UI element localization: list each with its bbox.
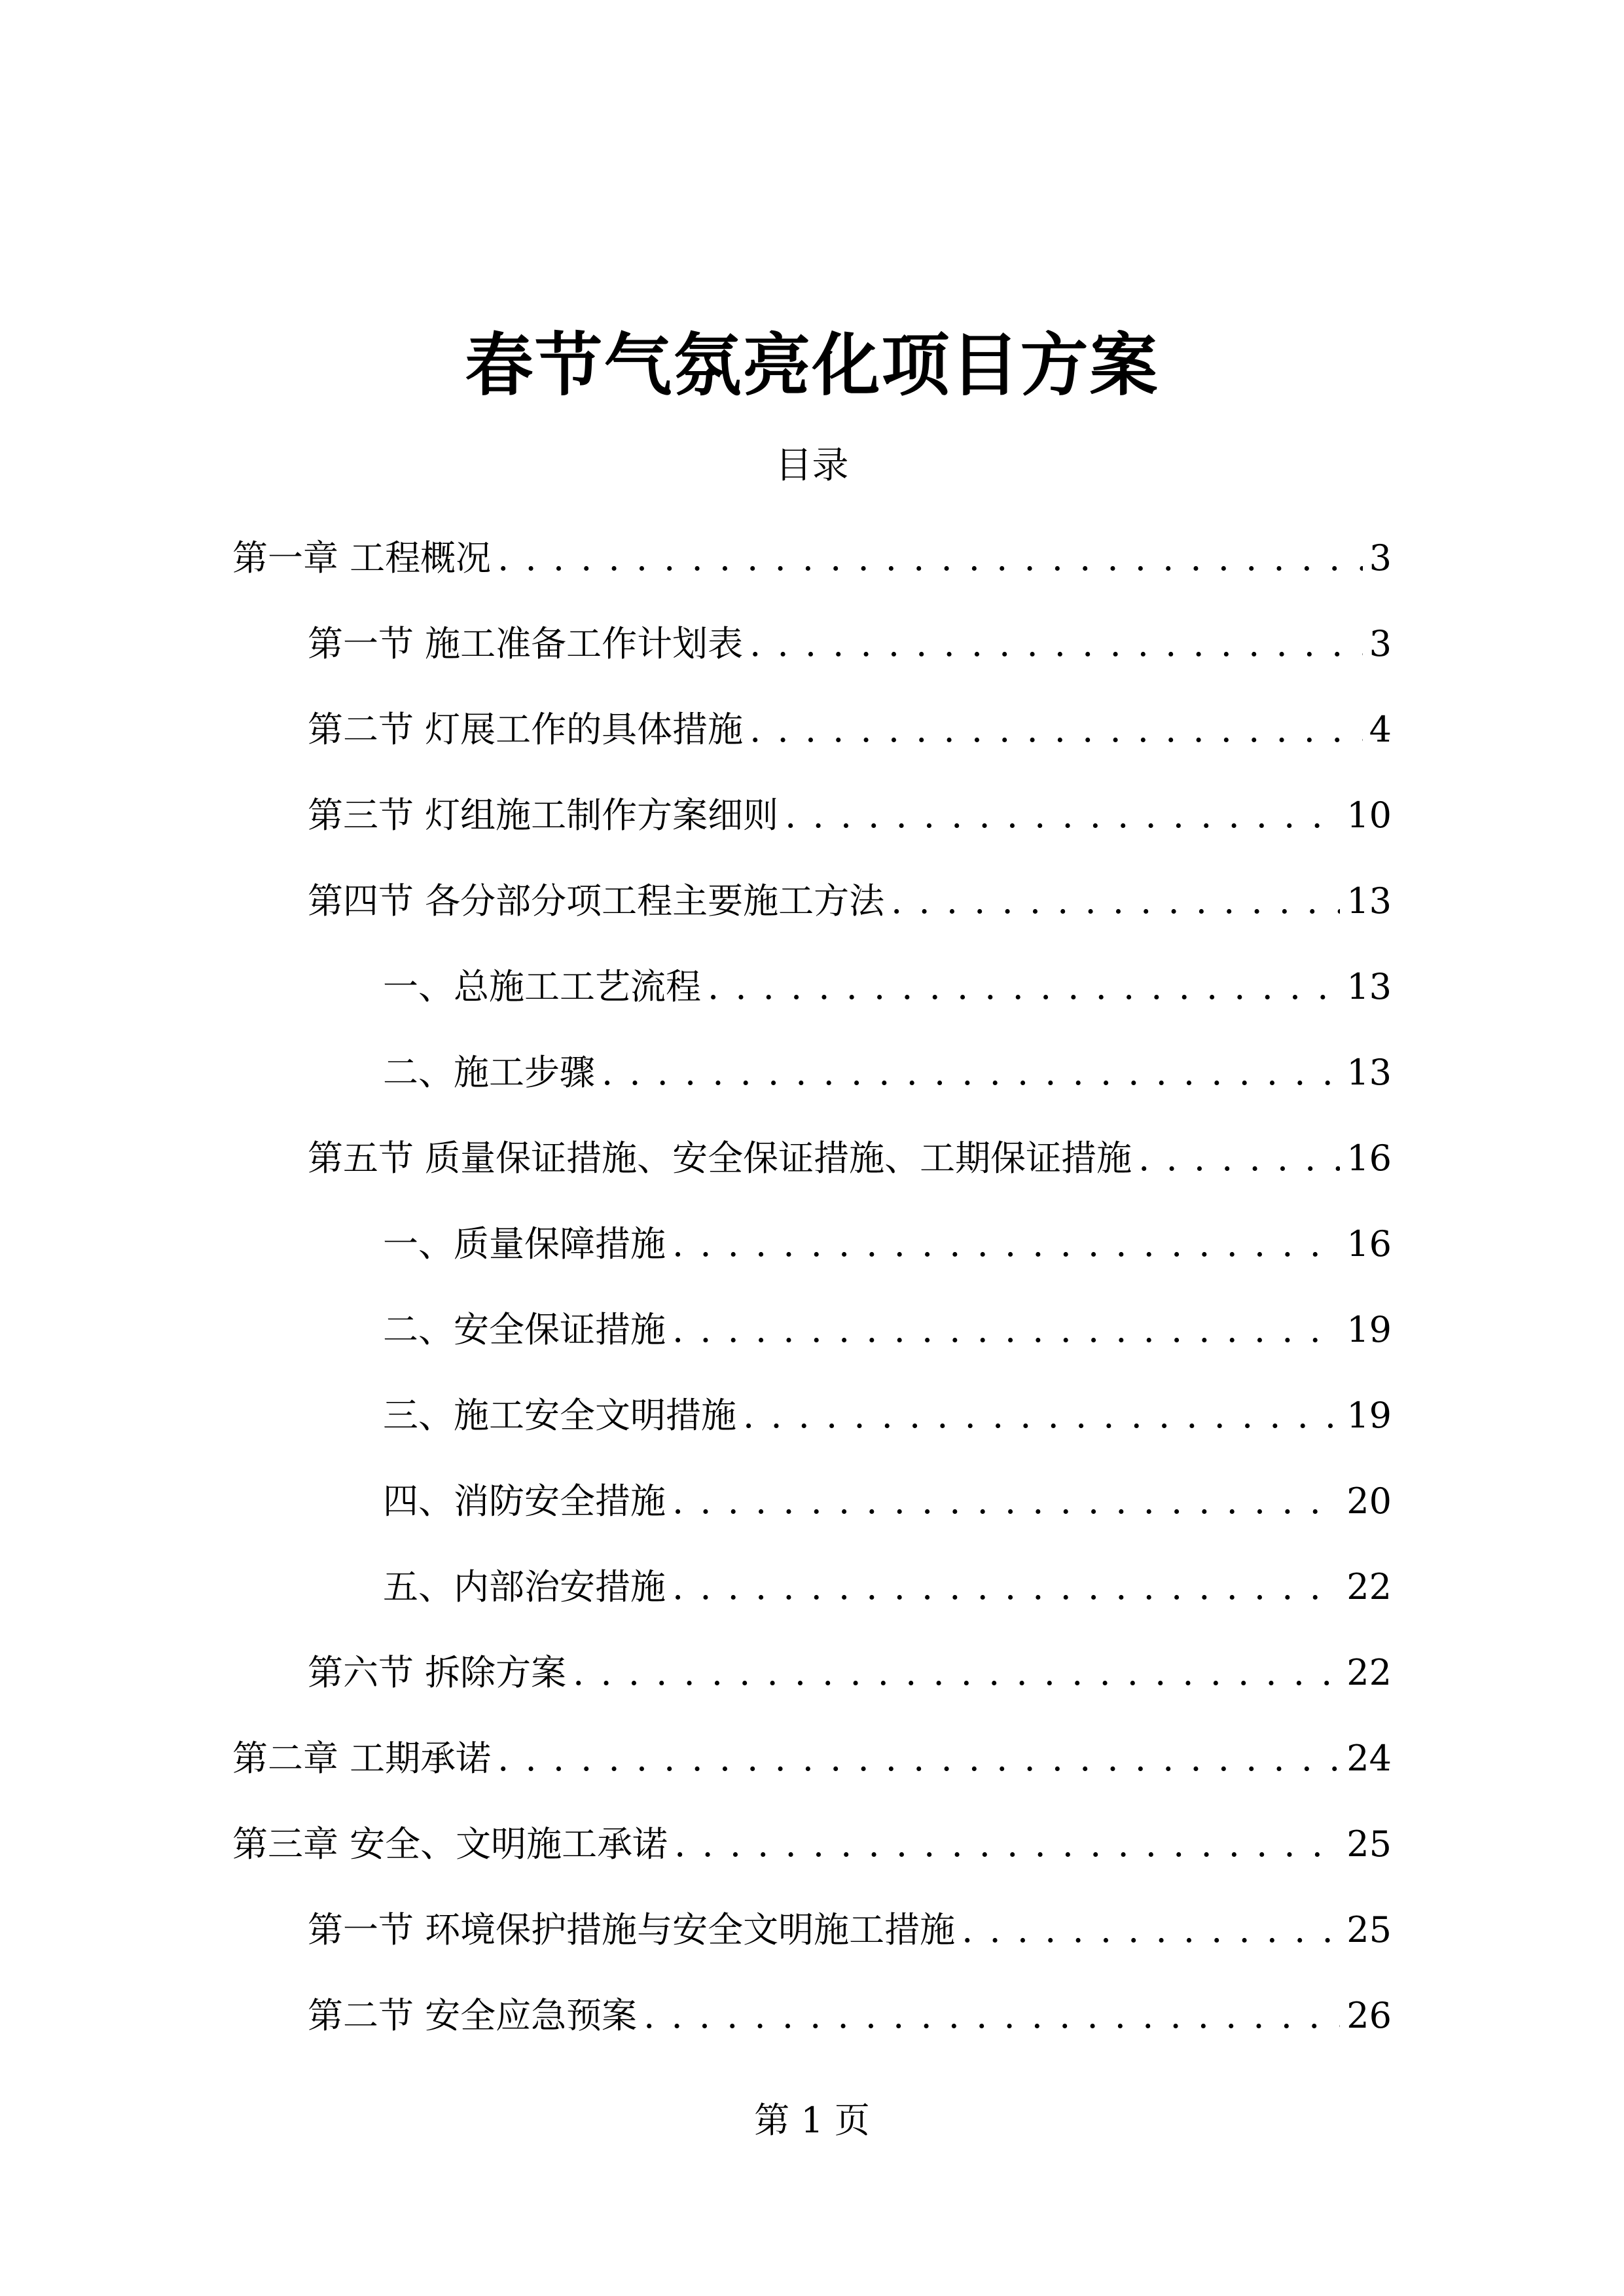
toc-entry-page: 10 [1346,795,1392,836]
page-footer: 第 1 页 [754,2100,870,2141]
toc-dot-leader [672,1470,1340,1533]
toc-dot-leader [643,1984,1340,2047]
toc-dot-leader [672,1213,1340,1276]
toc-entry-page: 25 [1346,1823,1392,1865]
toc-entry-page: 13 [1346,966,1392,1007]
toc-entry[interactable] [308,698,1392,761]
toc-dot-leader [497,527,1362,590]
toc-entry-label: 二、安全保证措施 [383,1309,666,1350]
toc-heading: 目录 [775,444,849,487]
toc-entry[interactable] [308,1899,1392,1962]
toc-entry-page: 13 [1346,880,1392,922]
toc-entry-label: 四、消防安全措施 [383,1480,666,1522]
toc-entry[interactable] [383,1299,1392,1361]
toc-dot-leader [672,1556,1340,1619]
toc-entry[interactable] [308,784,1392,847]
toc-entry-page: 4 [1369,709,1392,750]
toc-entry-page: 24 [1346,1738,1392,1779]
document-title: 春节气氛亮化项目方案 [465,324,1159,405]
toc-entry-page: 20 [1346,1480,1392,1522]
toc-dot-leader [743,1384,1340,1447]
toc-entry-page: 22 [1346,1566,1392,1607]
toc-entry-label: 第二节 安全应急预案 [308,1995,638,2036]
toc-entry[interactable] [383,1556,1392,1619]
toc-entry-page: 25 [1346,1909,1392,1950]
toc-dot-leader [891,870,1340,933]
toc-entry-page: 26 [1346,1995,1392,2036]
toc-entry-label: 三、施工安全文明措施 [383,1395,736,1436]
toc-dot-leader [708,956,1340,1018]
toc-entry-page: 19 [1346,1309,1392,1350]
toc-entry-page: 13 [1346,1052,1392,1093]
toc-entry[interactable] [383,1384,1392,1447]
toc-entry[interactable] [383,1041,1392,1104]
toc-entry[interactable] [232,1727,1392,1790]
toc-entry[interactable] [232,1813,1392,1876]
toc-entry[interactable] [383,1213,1392,1276]
toc-entry-label: 第五节 质量保证措施、安全保证措施、工期保证措施 [308,1138,1132,1179]
toc-dot-leader [1138,1127,1340,1190]
toc-entry[interactable] [308,870,1392,933]
toc-entry-page: 16 [1346,1223,1392,1265]
toc-entry-label: 第一节 施工准备工作计划表 [308,623,744,664]
toc-entry-page: 16 [1346,1138,1392,1179]
toc-entry[interactable] [308,1984,1392,2047]
toc-entry-label: 五、内部治安措施 [383,1566,666,1607]
toc-entry[interactable] [383,956,1392,1018]
toc-dot-leader [602,1041,1340,1104]
toc-dot-leader [962,1899,1340,1962]
toc-dot-leader [749,613,1362,675]
toc-entry-label: 第三章 安全、文明施工承诺 [232,1823,668,1865]
toc-dot-leader [497,1727,1340,1790]
toc-entry[interactable] [232,527,1392,590]
toc-entry[interactable] [383,1470,1392,1533]
toc-entry-label: 二、施工步骤 [383,1052,595,1093]
toc-entry-label: 第二节 灯展工作的具体措施 [308,709,744,750]
toc-entry-page: 22 [1346,1652,1392,1693]
toc-entry-label: 第四节 各分部分项工程主要施工方法 [308,880,885,922]
toc-dot-leader [674,1813,1340,1876]
toc-dot-leader [672,1299,1340,1361]
toc-entry-label: 第一章 工程概况 [232,537,492,579]
toc-entry-label: 第二章 工期承诺 [232,1738,492,1779]
toc-entry-label: 第三节 灯组施工制作方案细则 [308,795,779,836]
toc-entry-label: 第六节 拆除方案 [308,1652,567,1693]
toc-entry[interactable] [308,613,1392,675]
toc-entry[interactable] [308,1641,1392,1704]
toc-entry-page: 3 [1369,537,1392,579]
toc-entry-label: 一、总施工工艺流程 [383,966,701,1007]
toc-dot-leader [573,1641,1340,1704]
toc-entry-page: 19 [1346,1395,1392,1436]
toc-entry-label: 一、质量保障措施 [383,1223,666,1265]
toc-entry[interactable] [308,1127,1392,1190]
toc-entry-label: 第一节 环境保护措施与安全文明施工措施 [308,1909,956,1950]
toc-entry-page: 3 [1369,623,1392,664]
toc-dot-leader [785,784,1340,847]
toc-dot-leader [749,698,1362,761]
